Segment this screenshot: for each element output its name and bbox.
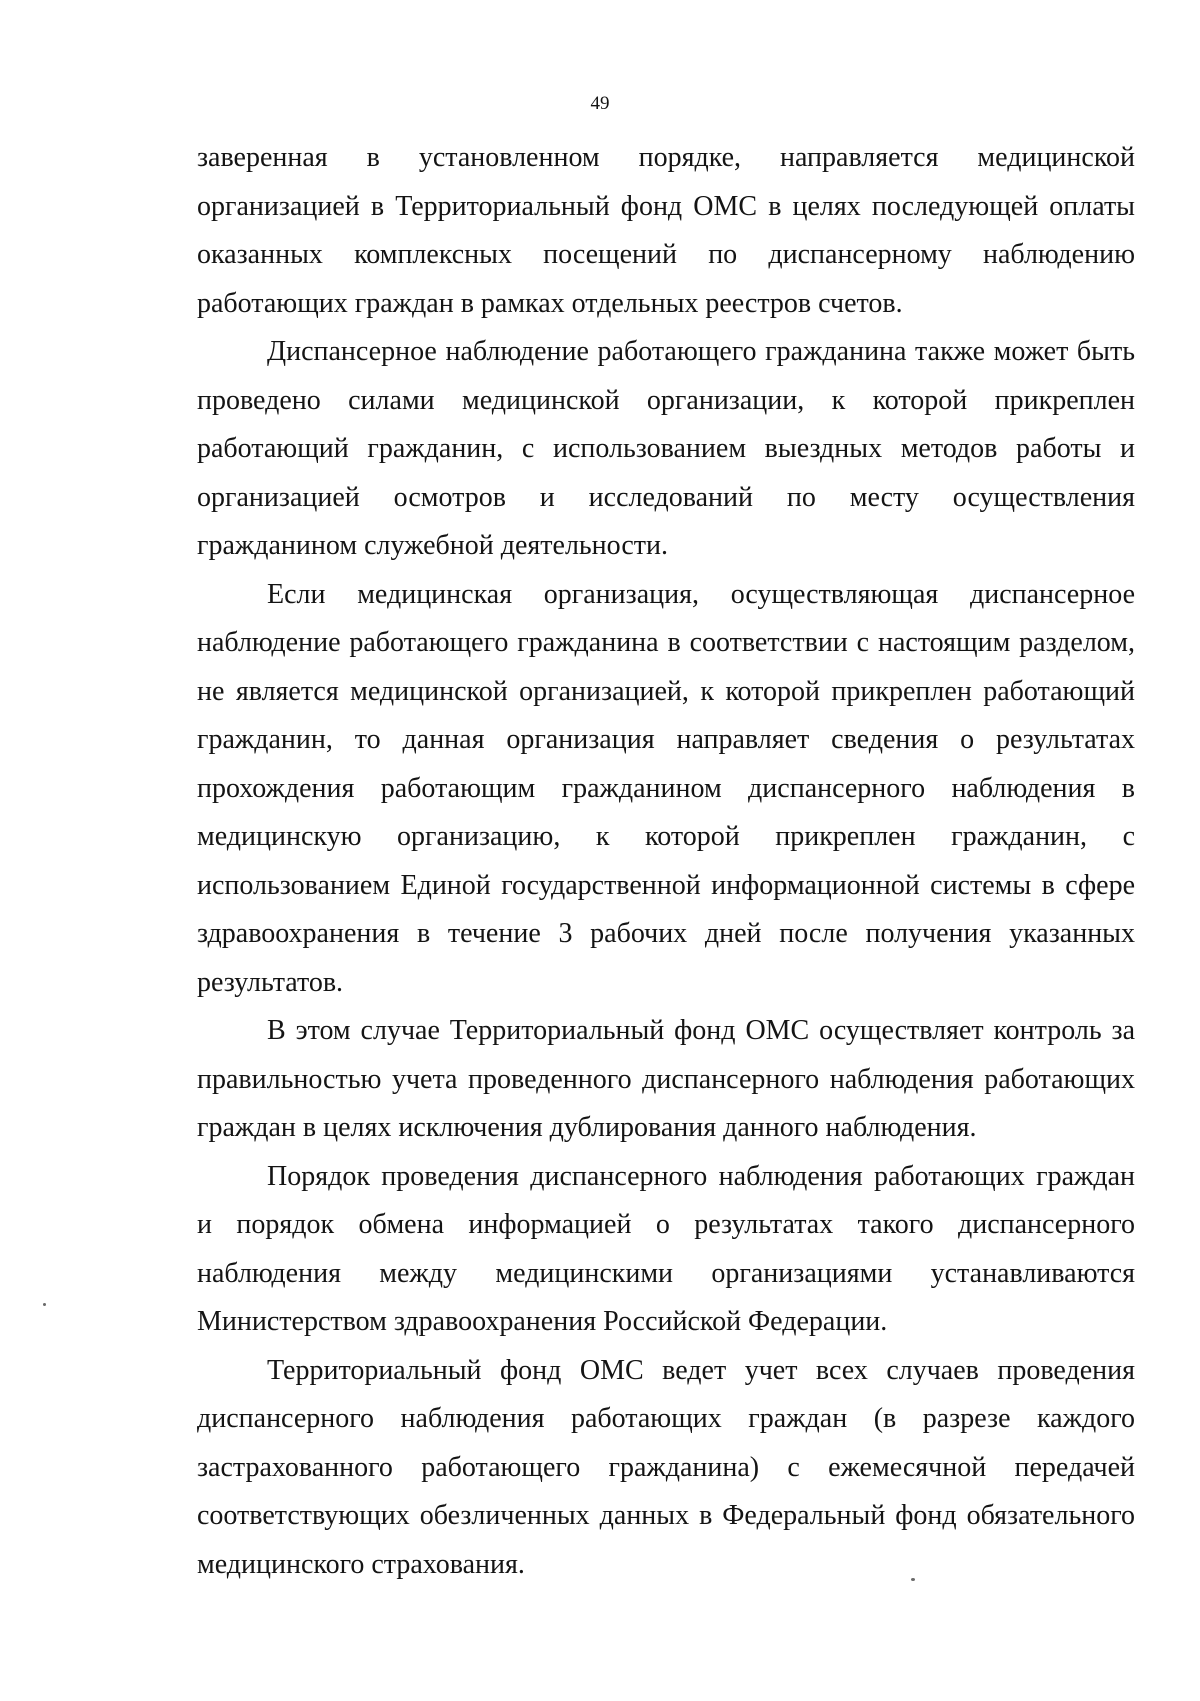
paragraph-1-continuation: заверенная в установленном порядке, направляется медицинской организацией в Территориальный фонд ОМС в целях последующей оплаты оказанных комплексных посещений по диспансерному наблюдению работающих граждан в рамках отдельных реестров счетов. — [197, 142, 1135, 319]
paragraph-3: Если медицинская организация, осуществляющая диспансерное наблюдение работающего гражданина в соответствии с настоящим разделом, не является медицинской организацией, к которой прикреплен работающий гражданин, то данная организация направляет сведения о результатах прохождения работающим гражданином диспансерного наблюдения в медицинскую организацию, к которой прикреплен гражданин, с использованием Единой государственной информационной системы в сфере здравоохранения в течение 3 рабочих дней после получения указанных результатов. — [197, 578, 1135, 998]
scan-speck-bottom — [911, 1578, 915, 1581]
paragraph-2: Диспансерное наблюдение работающего гражданина также может быть проведено силами медицинской организации, к которой прикреплен работающий гражданин, с использованием выездных методов работы и организацией осмотров и исследований по месту осуществления гражданином служебной деятельности. — [197, 336, 1135, 561]
paragraph-6: Территориальный фонд ОМС ведет учет всех случаев проведения диспансерного наблюдения работающих граждан (в разрезе каждого застрахованного работающего гражданина) с ежемесячной передачей соответствующих обезличенных данных в Федеральный фонд обязательного медицинского страхования. — [197, 1354, 1135, 1580]
paragraph-4: В этом случае Территориальный фонд ОМС осуществляет контроль за правильностью учета проведенного диспансерного наблюдения работающих граждан в целях исключения дублирования данного наблюдения. — [197, 1015, 1135, 1143]
paragraph-5: Порядок проведения диспансерного наблюдения работающих граждан и порядок обмена информацией о результатах такого диспансерного наблюдения между медицинскими организациями устанавливаются Министерством здравоохранения Российской Федерации. — [197, 1160, 1135, 1337]
scan-speck-left — [43, 1303, 46, 1306]
document-body — [197, 134, 1135, 1589]
page-number: 49 — [590, 93, 610, 114]
